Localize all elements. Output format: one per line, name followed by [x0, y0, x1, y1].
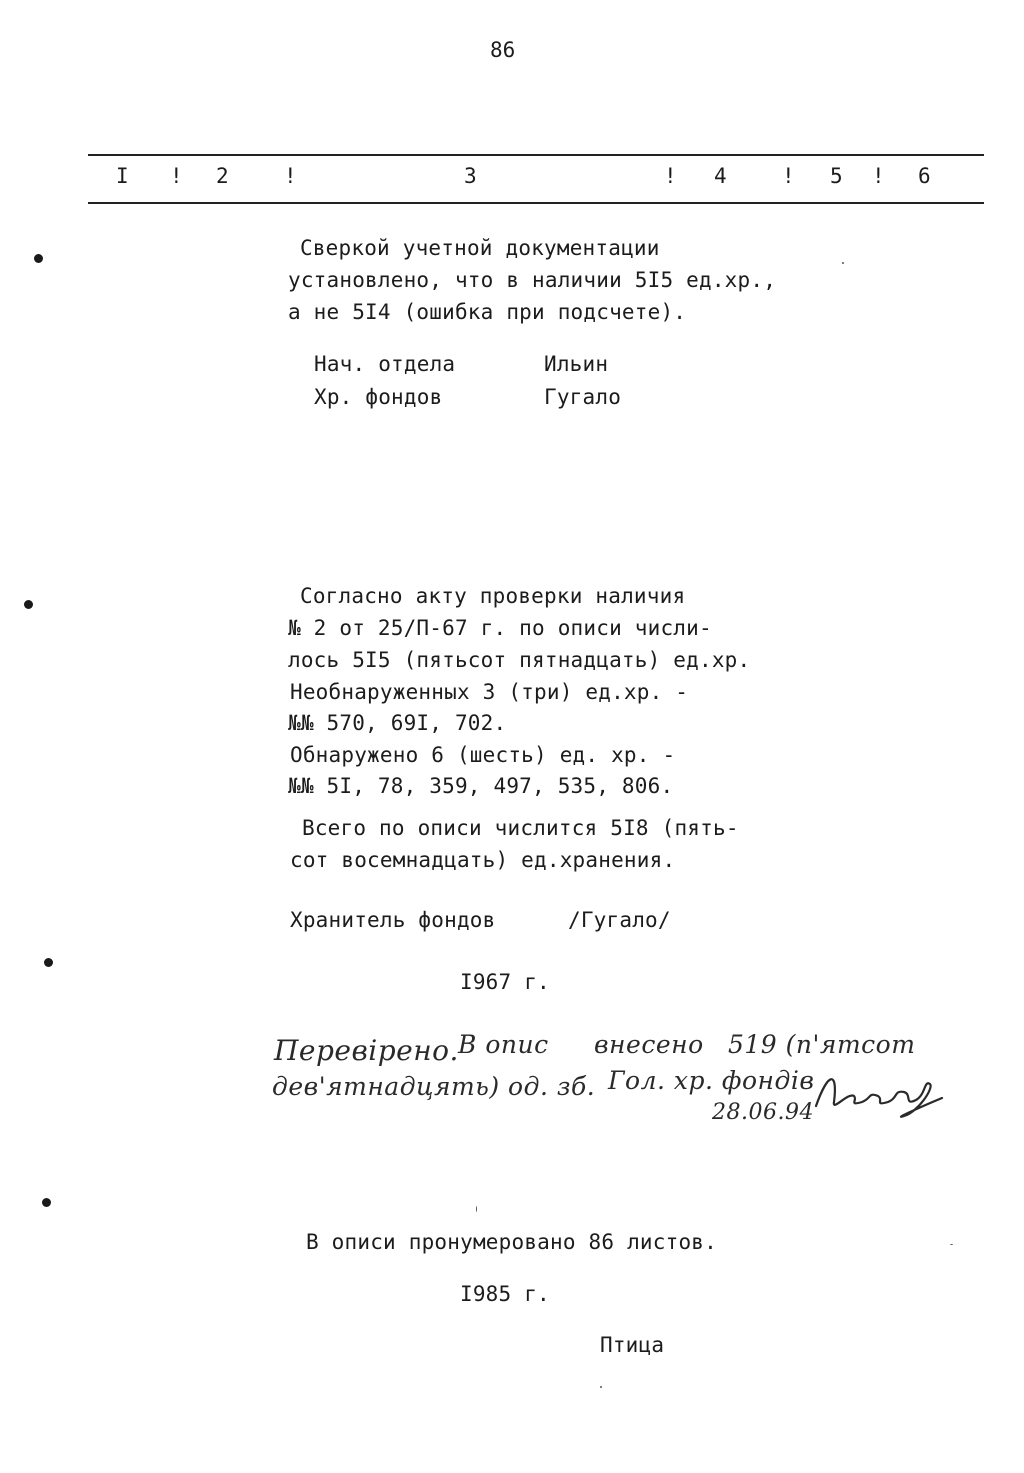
binding-hole-icon: [42, 1198, 51, 1207]
header-bottom-rule: [88, 202, 984, 204]
footer-name: Птица: [600, 1333, 665, 1357]
binding-hole-icon: [34, 254, 43, 263]
inspection-line: №№ 570, 69I, 702.: [288, 711, 507, 735]
column-2-header: 2: [216, 164, 229, 188]
inspection-line: Согласно акту проверки наличия: [300, 584, 686, 608]
handwritten-head-custodian: Гол. хр. фондів: [608, 1066, 815, 1095]
signature-name: Ильин: [544, 352, 609, 376]
verification-line: установлено, что в наличии 5I5 ед.хр.,: [288, 268, 777, 292]
handwritten-signature-icon: [808, 1062, 948, 1122]
column-1-header: I: [116, 164, 129, 188]
handwritten-checked: Перевірено.: [274, 1034, 459, 1067]
scan-speck: [600, 1386, 602, 1388]
signature-title: Хр. фондов: [314, 385, 443, 409]
handwritten-count: 519 (п'ятсот: [728, 1030, 916, 1059]
page-number: 86: [490, 38, 516, 62]
inspection-line: №№ 5I, 78, 359, 497, 535, 806.: [288, 774, 674, 798]
footer-year: I985 г.: [460, 1282, 550, 1306]
scan-speck: [476, 1206, 477, 1212]
scan-speck: [842, 262, 844, 264]
inspection-year: I967 г.: [460, 970, 550, 994]
inspection-line: Необнаруженных 3 (три) ед.хр. -: [290, 680, 689, 704]
column-4-header: 4: [714, 164, 727, 188]
signature-title: Нач. отдела: [314, 352, 456, 376]
signature-name: Гугало: [544, 385, 622, 409]
verification-line: Сверкой учетной документации: [300, 236, 660, 260]
binding-hole-icon: [24, 600, 33, 609]
column-separator: !: [664, 164, 677, 188]
inspection-line: Обнаружено 6 (шесть) ед. хр. -: [290, 743, 676, 767]
inspection-line: № 2 от 25/П-67 г. по описи числи-: [288, 616, 712, 640]
handwritten-date: 28.06.94: [712, 1100, 814, 1125]
total-line: сот восемнадцать) ед.хранения.: [290, 848, 676, 872]
handwritten-count-words: дев'ятнадцять) од. зб.: [272, 1072, 596, 1101]
column-5-header: 5: [830, 164, 843, 188]
custodian-name: /Гугало/: [568, 908, 671, 932]
column-separator: !: [782, 164, 795, 188]
custodian-title: Хранитель фондов: [290, 908, 496, 932]
header-top-rule: [88, 154, 984, 156]
column-3-header: 3: [464, 164, 477, 188]
sheets-count-line: В описи пронумеровано 86 листов.: [306, 1230, 717, 1254]
binding-hole-icon: [44, 958, 53, 967]
column-separator: !: [284, 164, 297, 188]
handwritten-added: внесено: [594, 1030, 704, 1059]
scan-speck: [950, 1244, 953, 1245]
column-separator: !: [872, 164, 885, 188]
column-separator: !: [170, 164, 183, 188]
column-6-header: 6: [918, 164, 931, 188]
total-line: Всего по описи числится 5I8 (пять-: [302, 816, 739, 840]
inspection-line: лось 5I5 (пятьсот пятнадцать) ед.хр.: [288, 648, 751, 672]
verification-line: а не 5I4 (ошибка при подсчете).: [288, 300, 687, 324]
handwritten-inventory: В опис: [458, 1030, 549, 1059]
